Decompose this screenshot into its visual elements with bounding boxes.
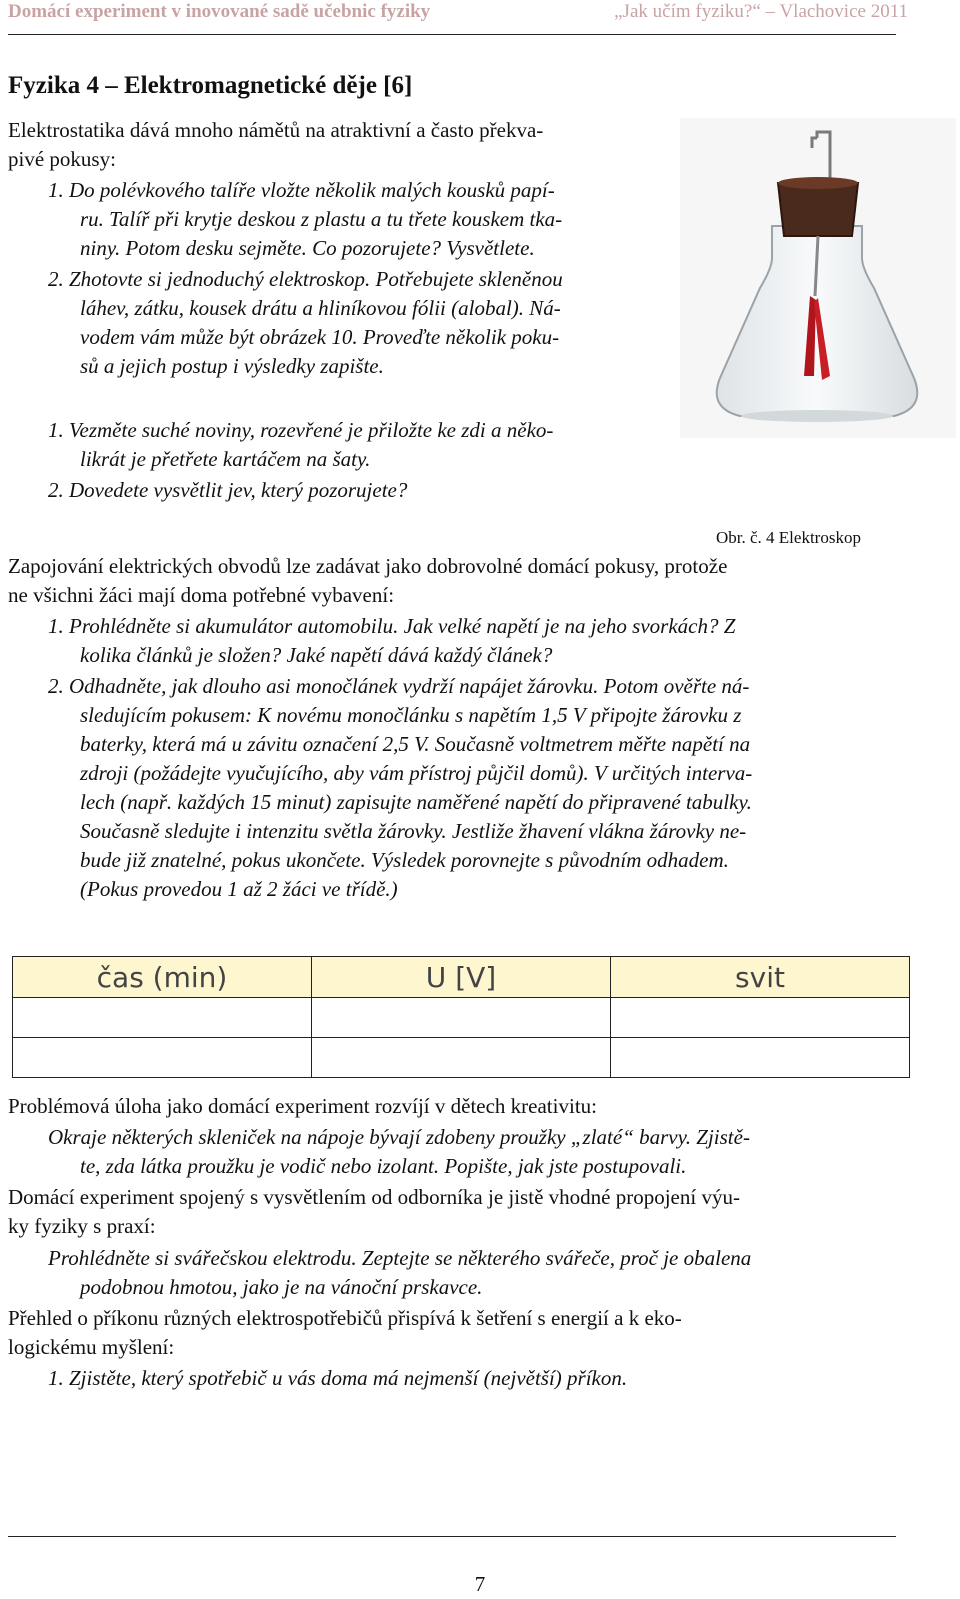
table-header-voltage: U [V] [312,957,611,998]
task2-line-3: vodem vám může být obrázek 10. Proveďte několik poku- [80,325,560,349]
task2-line-4: sů a jejich postup i výsledky zapište. [80,354,384,378]
table-cell [312,998,611,1038]
table-cell [312,1038,611,1078]
header-right: „Jak učím fyziku?“ – Vlachovice 2011 [614,1,908,22]
circuits-task2-line-1: 2. Odhadněte, jak dlouho asi monočlánek vydrží napájet žárovku. Potom ověřte ná- [48,674,750,698]
problem-intro: Problémová úloha jako domácí experiment rozvíjí v dětech kreativitu: [8,1094,597,1118]
table-row [13,1038,910,1078]
task3-line-3: 2. Dovedete vysvětlit jev, který pozorujete? [48,478,408,502]
power-task: 1. Zjistěte, který spotřebič u vás doma má nejmenší (největší) příkon. [48,1366,628,1390]
circuits-task2-line-3: baterky, která má u závitu označení 2,5 V. Současně voltmetrem měřte napětí na [80,732,751,756]
figure-caption: Obr. č. 4 Elektroskop [716,528,861,547]
expert-intro-line-2: ky fyziky s praxí: [8,1214,156,1238]
problem-task-line-1: Okraje některých skleniček na nápoje bývají zdobeny proužky „zlaté“ barvy. Zjistě- [48,1125,750,1149]
power-intro-line-2: logickému myšlení: [8,1335,175,1359]
table-cell [13,1038,312,1078]
circuits-task2-line-8: (Pokus provedou 1 až 2 žáci ve třídě.) [80,877,398,901]
table-header-row [13,957,910,998]
intro-line-1: Elektrostatika dává mnoho námětů na atraktivní a často překva- [8,118,544,142]
table-cell [13,998,312,1038]
task2-line-2: láhev, zátku, kousek drátu a hliníkovou fólii (alobal). Ná- [80,296,561,320]
circuits-task2-line-4: zdroji (požádejte vyučujícího, aby vám přístroj půjčil domů). V určitých interva- [80,761,753,785]
circuits-task1-line-1: 1. Prohlédněte si akumulátor automobilu. Jak velké napětí je na jeho svorkách? Z [48,614,736,638]
table-cell [611,1038,910,1078]
table-header-light: svit [611,957,910,998]
intro-line-2: pivé pokusy: [8,147,116,171]
footer-rule [8,1536,896,1537]
task3-line-1: 1. Vezměte suché noviny, rozevřené je přiložte ke zdi a něko- [48,418,554,442]
table-header-time: čas (min) [13,957,312,998]
task1-line-3: niny. Potom desku sejměte. Co pozorujete? Vysvětlete. [80,236,535,260]
expert-intro-line-1: Domácí experiment spojený s vysvětlením od odborníka je jistě vhodné propojení výu- [8,1185,740,1209]
task2-line-1: 2. Zhotovte si jednoduchý elektroskop. Potřebujete skleněnou [48,267,563,291]
page-header [8,0,908,32]
task1-line-2: ru. Talíř při krytje deskou z plastu a tu třete kouskem tka- [80,207,563,231]
circuits-task2-line-5: lech (např. každých 15 minut) zapisujte naměřené napětí do připravené tabulky. [80,790,752,814]
circuits-task2-line-6: Současně sledujte i intenzitu světla žárovky. Jestliže žhavení vlákna žárovky ne- [80,819,747,843]
problem-task-line-2: te, zda látka proužku je vodič nebo izolant. Popište, jak jste postupovali. [80,1154,687,1178]
circuits-intro-line-2: ne všichni žáci mají doma potřebné vybavení: [8,583,395,607]
page-title: Fyzika 4 – Elektromagnetické děje [6] [8,72,413,99]
header-left: Domácí experiment v inovované sadě učebnic fyziky [8,1,431,22]
measurement-table [12,956,910,1078]
expert-task-line-2: podobnou hmotou, jako je na vánoční prskavce. [80,1275,483,1299]
electroscope-photo [680,118,956,438]
table-cell [611,998,910,1038]
task3-line-2: likrát je přetřete kartáčem na šaty. [80,447,371,471]
page-number: 7 [474,1572,486,1596]
task1-line-1: 1. Do polévkového talíře vložte několik malých kousků papí- [48,178,555,202]
header-rule [8,34,896,35]
table-row [13,998,910,1038]
expert-task-line-1: Prohlédněte si svářečskou elektrodu. Zeptejte se některého svářeče, proč je obalena [48,1246,752,1270]
power-intro-line-1: Přehled o příkonu různých elektrospotřebičů přispívá k šetření s energií a k eko- [8,1306,682,1330]
circuits-task2-line-2: sledujícím pokusem: K novému monočlánku s napětím 1,5 V připojte žárovku z [80,703,742,727]
circuits-intro-line-1: Zapojování elektrických obvodů lze zadávat jako dobrovolné domácí pokusy, protože [8,554,728,578]
circuits-task1-line-2: kolika článků je složen? Jaké napětí dává každý článek? [80,643,553,667]
circuits-task2-line-7: bude již znatelné, pokus ukončete. Výsledek porovnejte s původním odhadem. [80,848,729,872]
